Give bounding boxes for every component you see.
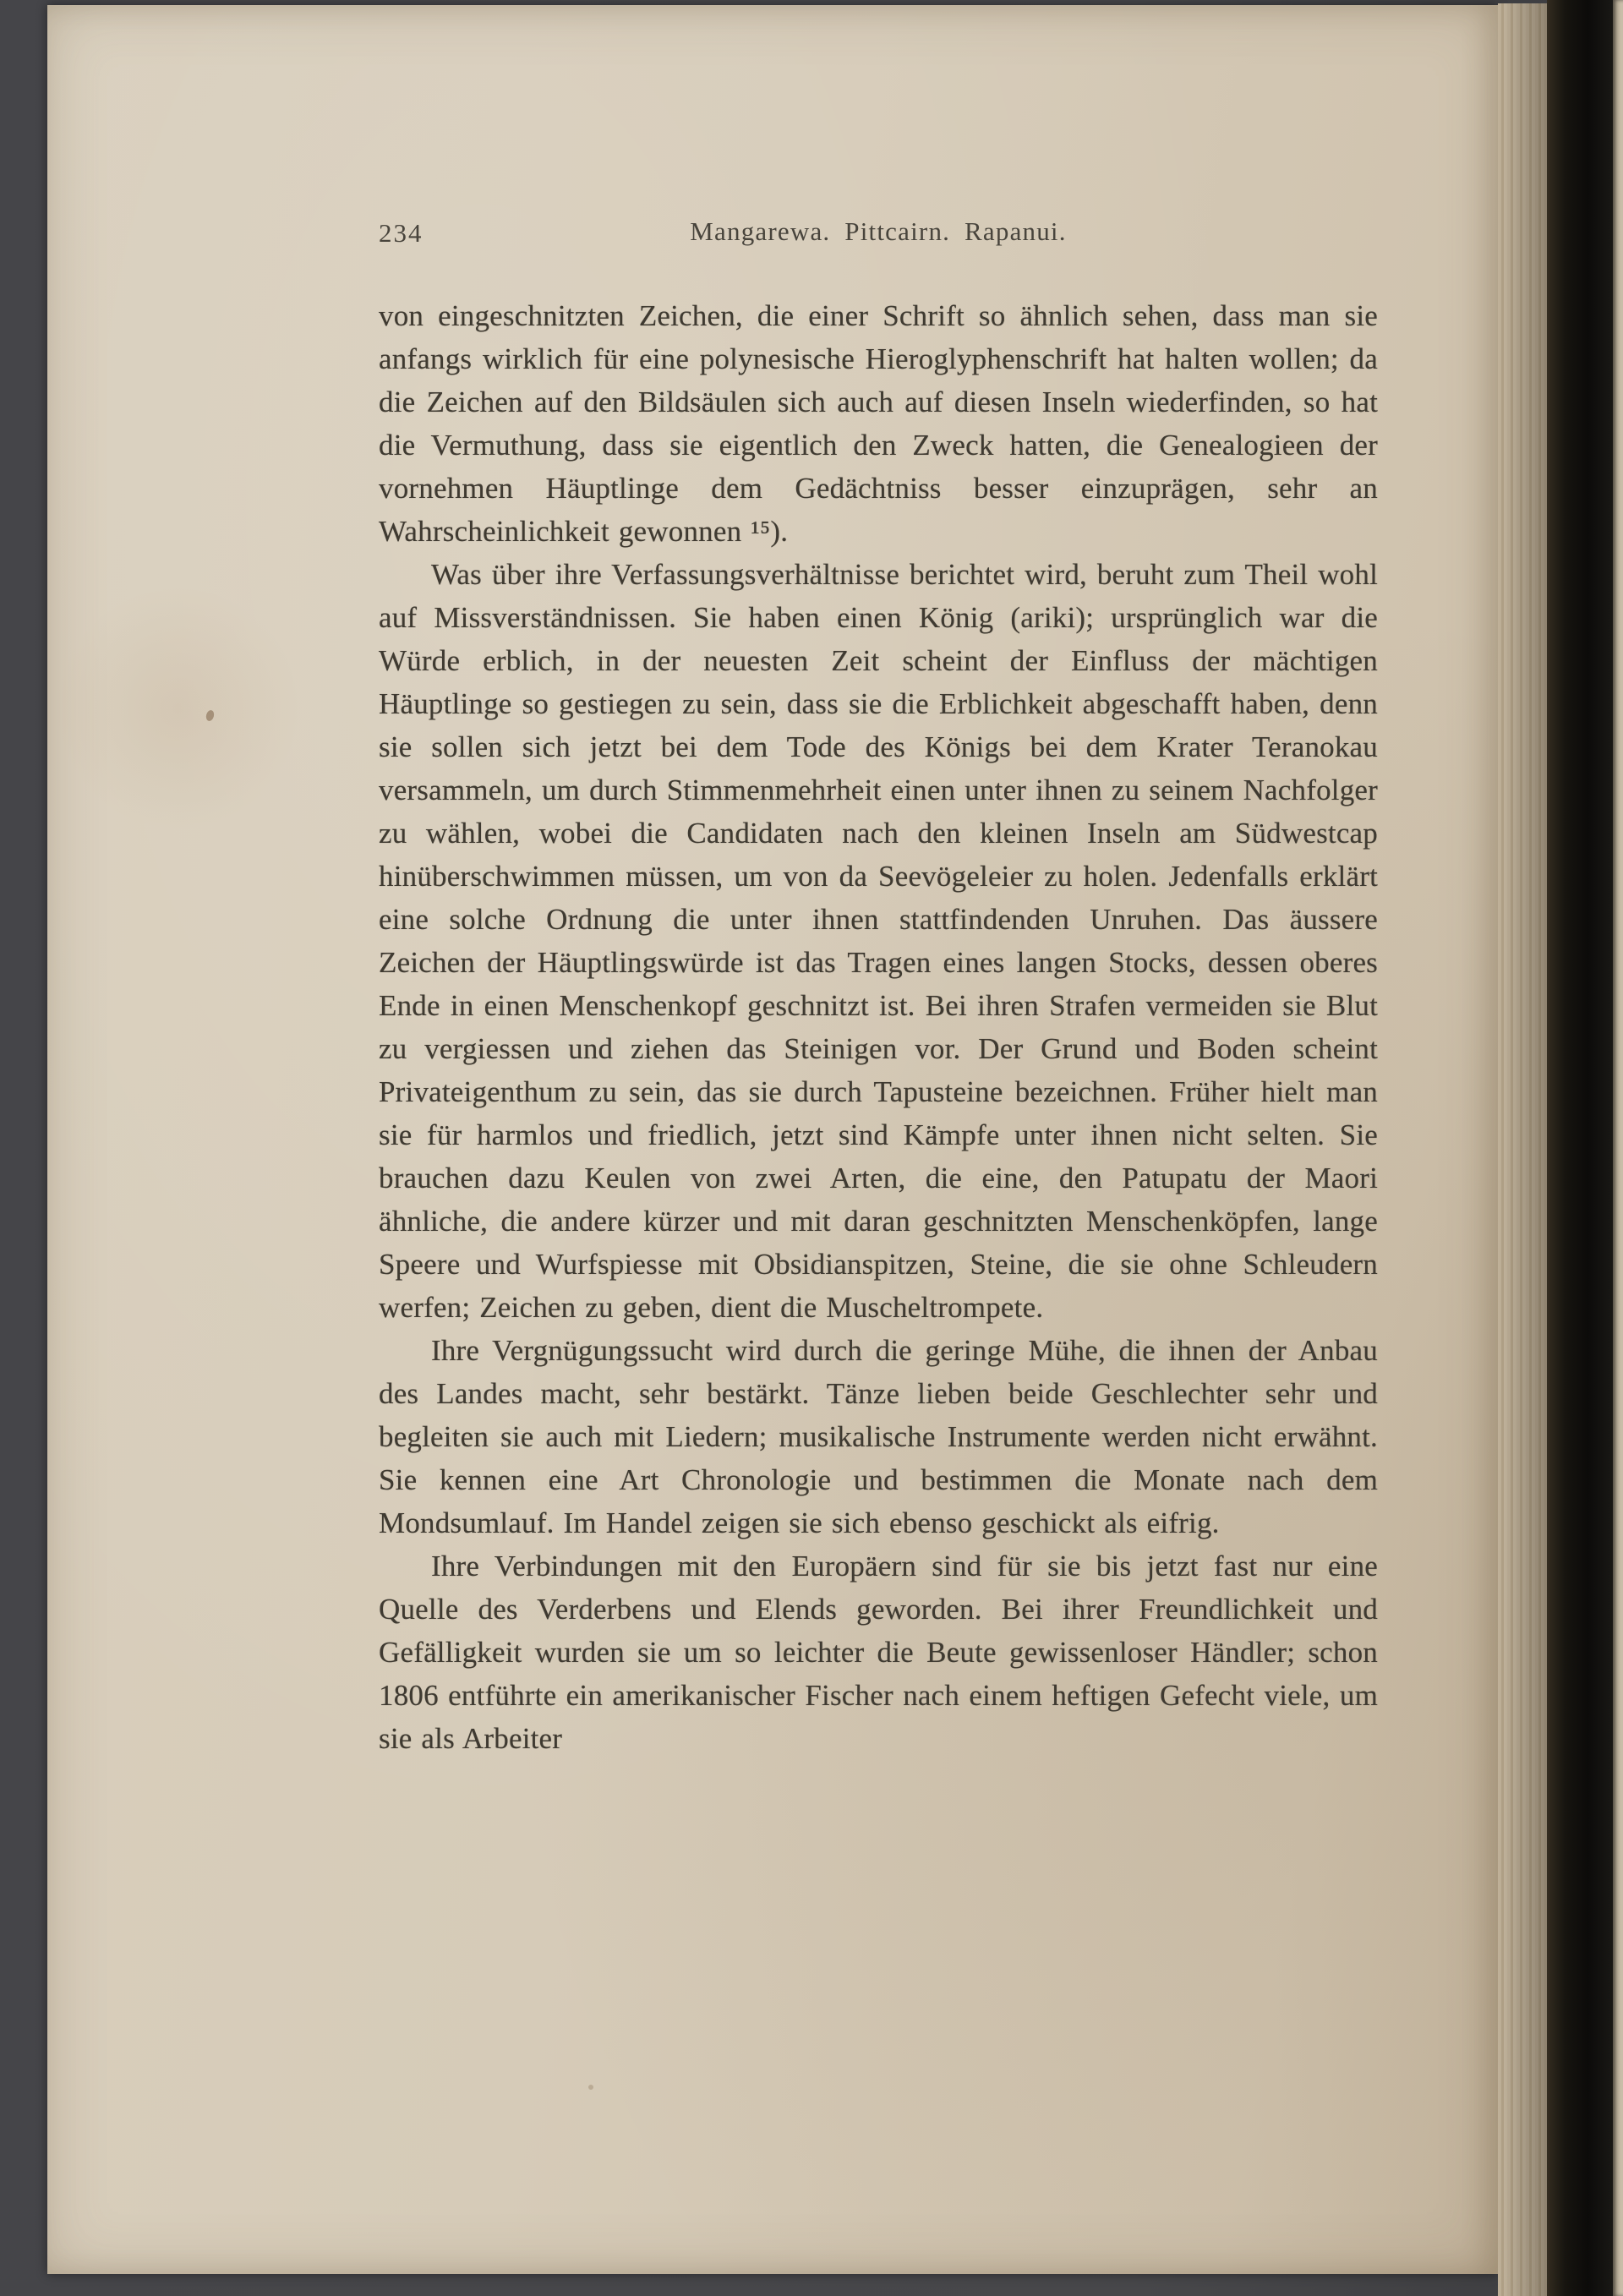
paper-blemish [205,709,215,722]
book-page [47,5,1498,2274]
page-fore-edge [1498,3,1547,2296]
page-number: 234 [379,218,424,248]
page-header [379,216,1378,252]
paragraph-continuation: von eingeschnitzten Zeichen, die einer Schrift so ähnlich sehen, dass man sie anfangs wirklich für eine polynesische Hieroglyphenschrift hat halten wollen; da die Zeichen auf den Bildsäulen sich auch auf diesen Inseln wiederfinden, so hat die Vermuthung, dass sie eigentlich den Zweck hatten, die Genealogieen der vornehmen Häuptlinge dem Gedächtniss besser einzuprägen, sehr an Wahrscheinlichkeit gewonnen ¹⁵). [379,299,1378,548]
running-header: Mangarewa. Pittcairn. Rapanui. [690,216,1067,246]
paragraph-vergnuegungssucht: Ihre Vergnügungssucht wird durch die geringe Mühe, die ihnen der Anbau des Landes macht, sehr bestärkt. Tänze lieben beide Geschlechter sehr und begleiten sie auch mit Liedern; musikalische Instrumente werden nicht erwähnt. Sie kennen eine Art Chronologie und bestimmen die Monate nach dem Mondsumlauf. Im Handel zeigen sie sich ebenso geschickt als eifrig. [379,1334,1378,1539]
paragraph-verfassung: Was über ihre Verfassungsverhältnisse berichtet wird, beruht zum Theil wohl auf Missverständnissen. Sie haben einen König (ariki); ursprünglich war die Würde erblich, in der neuesten Zeit scheint der Einfluss der mächtigen Häuptlinge so gestiegen zu sein, dass sie die Erblichkeit abgeschafft haben, denn sie sollen sich jetzt bei dem Tode des Königs bei dem Krater Teranokau versammeln, um durch Stimmenmehrheit einen unter ihnen zu seinem Nachfolger zu wählen, wobei die Candidaten nach den kleinen Inseln am Südwestcap hinüberschwimmen müssen, um von da Seevögeleier zu holen. Jedenfalls erklärt eine solche Ordnung die unter ihnen stattfindenden Unruhen. Das äussere Zeichen der Häuptlingswürde ist das Tragen eines langen Stocks, dessen oberes Ende in einen Menschenkopf geschnitzt ist. Bei ihren Strafen vermeiden sie Blut zu vergiessen und ziehen das Steinigen vor. Der Grund und Boden scheint Privateigenthum zu sein, das sie durch Tapusteine bezeichnen. Früher hielt man sie für harmlos und friedlich, jetzt sind Kämpfe unter ihnen nicht selten. Sie brauchen dazu Keulen von zwei Arten, die eine, den Patupatu der Maori ähnliche, die andere kürzer und mit daran geschnitzten Menschenköpfen, lange Speere und Wurfspiesse mit Obsidianspitzen, Steine, die sie ohne Schleudern werfen; Zeichen zu geben, dient die Muscheltrompete. [379,558,1378,1324]
book-gutter-shadow [1547,0,1613,2296]
adjacent-page-edge [1613,0,1623,2296]
paragraph-verbindungen: Ihre Verbindungen mit den Europäern sind für sie bis jetzt fast nur eine Quelle des Verderbens und Elends geworden. Bei ihrer Freundlichkeit und Gefälligkeit wurden sie um so leichter die Beute gewissenloser Händler; schon 1806 entführte ein amerikanischer Fischer nach einem heftigen Gefecht viele, um sie als Arbeiter [379,1550,1378,1755]
body-text [379,294,1378,1760]
paper-blemish [588,2085,593,2090]
